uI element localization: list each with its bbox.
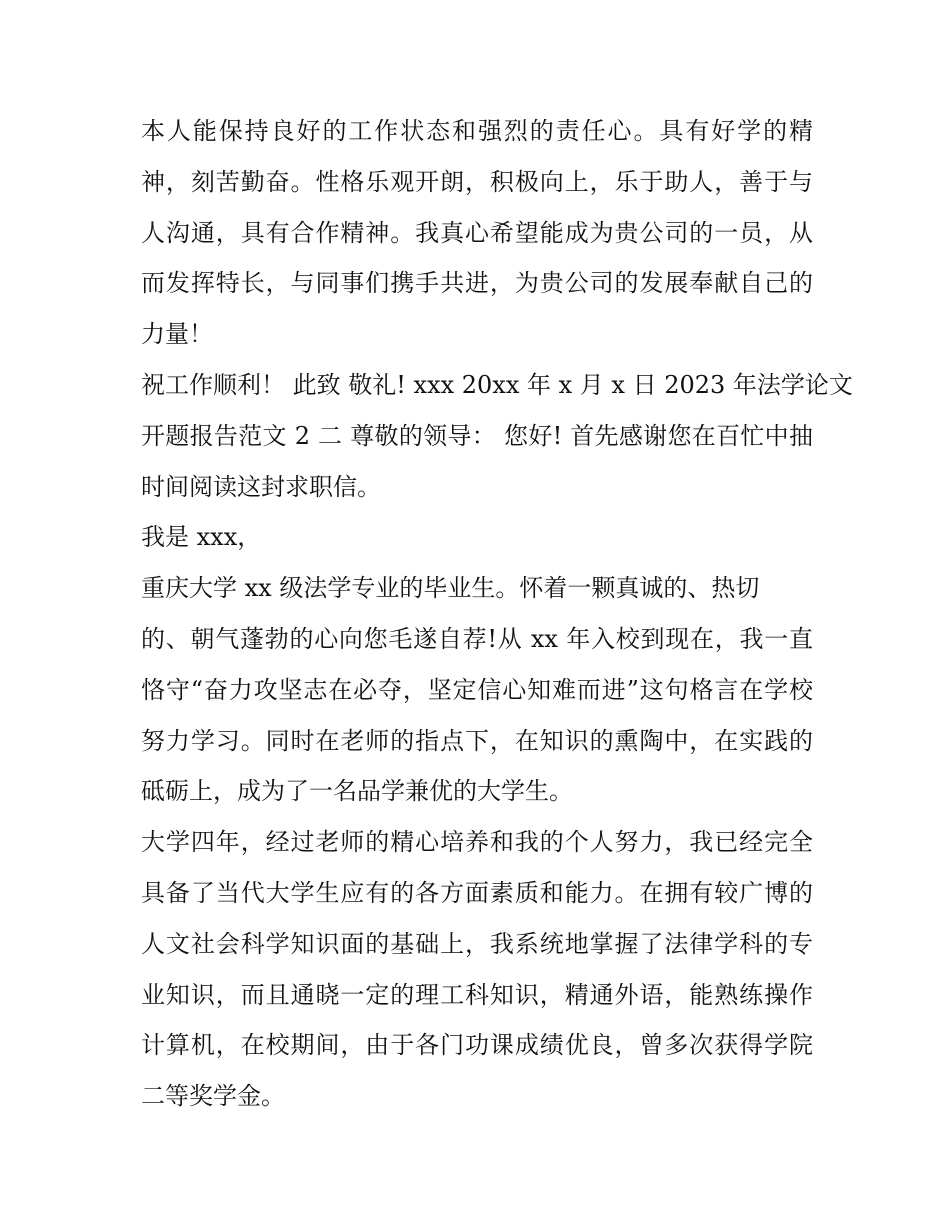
text-line: 的、朝气蓬勃的心向您毛遂自荐!从 xx 年入校到现在，我一直 — [141, 624, 813, 653]
text-line: 祝工作顺利！ 此致 敬礼! xxx 20xx 年 x 月 x 日 2023 年法学论文 — [141, 370, 853, 399]
text-line: 本人能保持良好的工作状态和强烈的责任心。具有好学的精 — [141, 117, 813, 145]
text-line: 具备了当代大学生应有的各方面素质和能力。在拥有较广博的 — [141, 878, 813, 907]
text-line: 努力学习。同时在老师的指点下，在知识的熏陶中，在实践的 — [141, 726, 813, 755]
text-line: 我是 xxx， — [141, 523, 262, 552]
text-line: 开题报告范文 2 二 尊敬的领导： 您好! 首先感谢您在百忙中抽 — [141, 421, 813, 450]
text-line: 砥砺上，成为了一名品学兼优的大学生。 — [141, 777, 573, 806]
text-line: 神，刻苦勤奋。性格乐观开朗，积极向上，乐于助人，善于与 — [141, 167, 813, 196]
text-line: 力量！ — [141, 320, 213, 349]
text-line: 二等奖学金。 — [141, 1082, 285, 1111]
text-line: 恪守“奋力攻坚志在必夺，坚定信心知难而进”这句格言在学校 — [141, 675, 813, 704]
text-line: 时间阅读这封求职信。 — [141, 472, 381, 501]
text-line: 人沟通，具有合作精神。我真心希望能成为贵公司的一员，从 — [141, 218, 813, 247]
text-line: 计算机，在校期间，由于各门功课成绩优良，曾多次获得学院 — [141, 1031, 813, 1060]
text-line: 业知识，而且通晓一定的理工科知识，精通外语，能熟练操作 — [141, 980, 813, 1009]
body-text — [141, 106, 853, 1122]
text-line: 人文社会科学知识面的基础上，我系统地掌握了法律学科的专 — [141, 929, 813, 958]
text-line: 重庆大学 xx 级法学专业的毕业生。怀着一颗真诚的、热切 — [141, 574, 760, 603]
text-line: 而发挥特长，与同事们携手共进，为贵公司的发展奉献自己的 — [141, 269, 813, 298]
text-line: 大学四年，经过老师的精心培养和我的个人努力，我已经完全 — [141, 828, 813, 857]
